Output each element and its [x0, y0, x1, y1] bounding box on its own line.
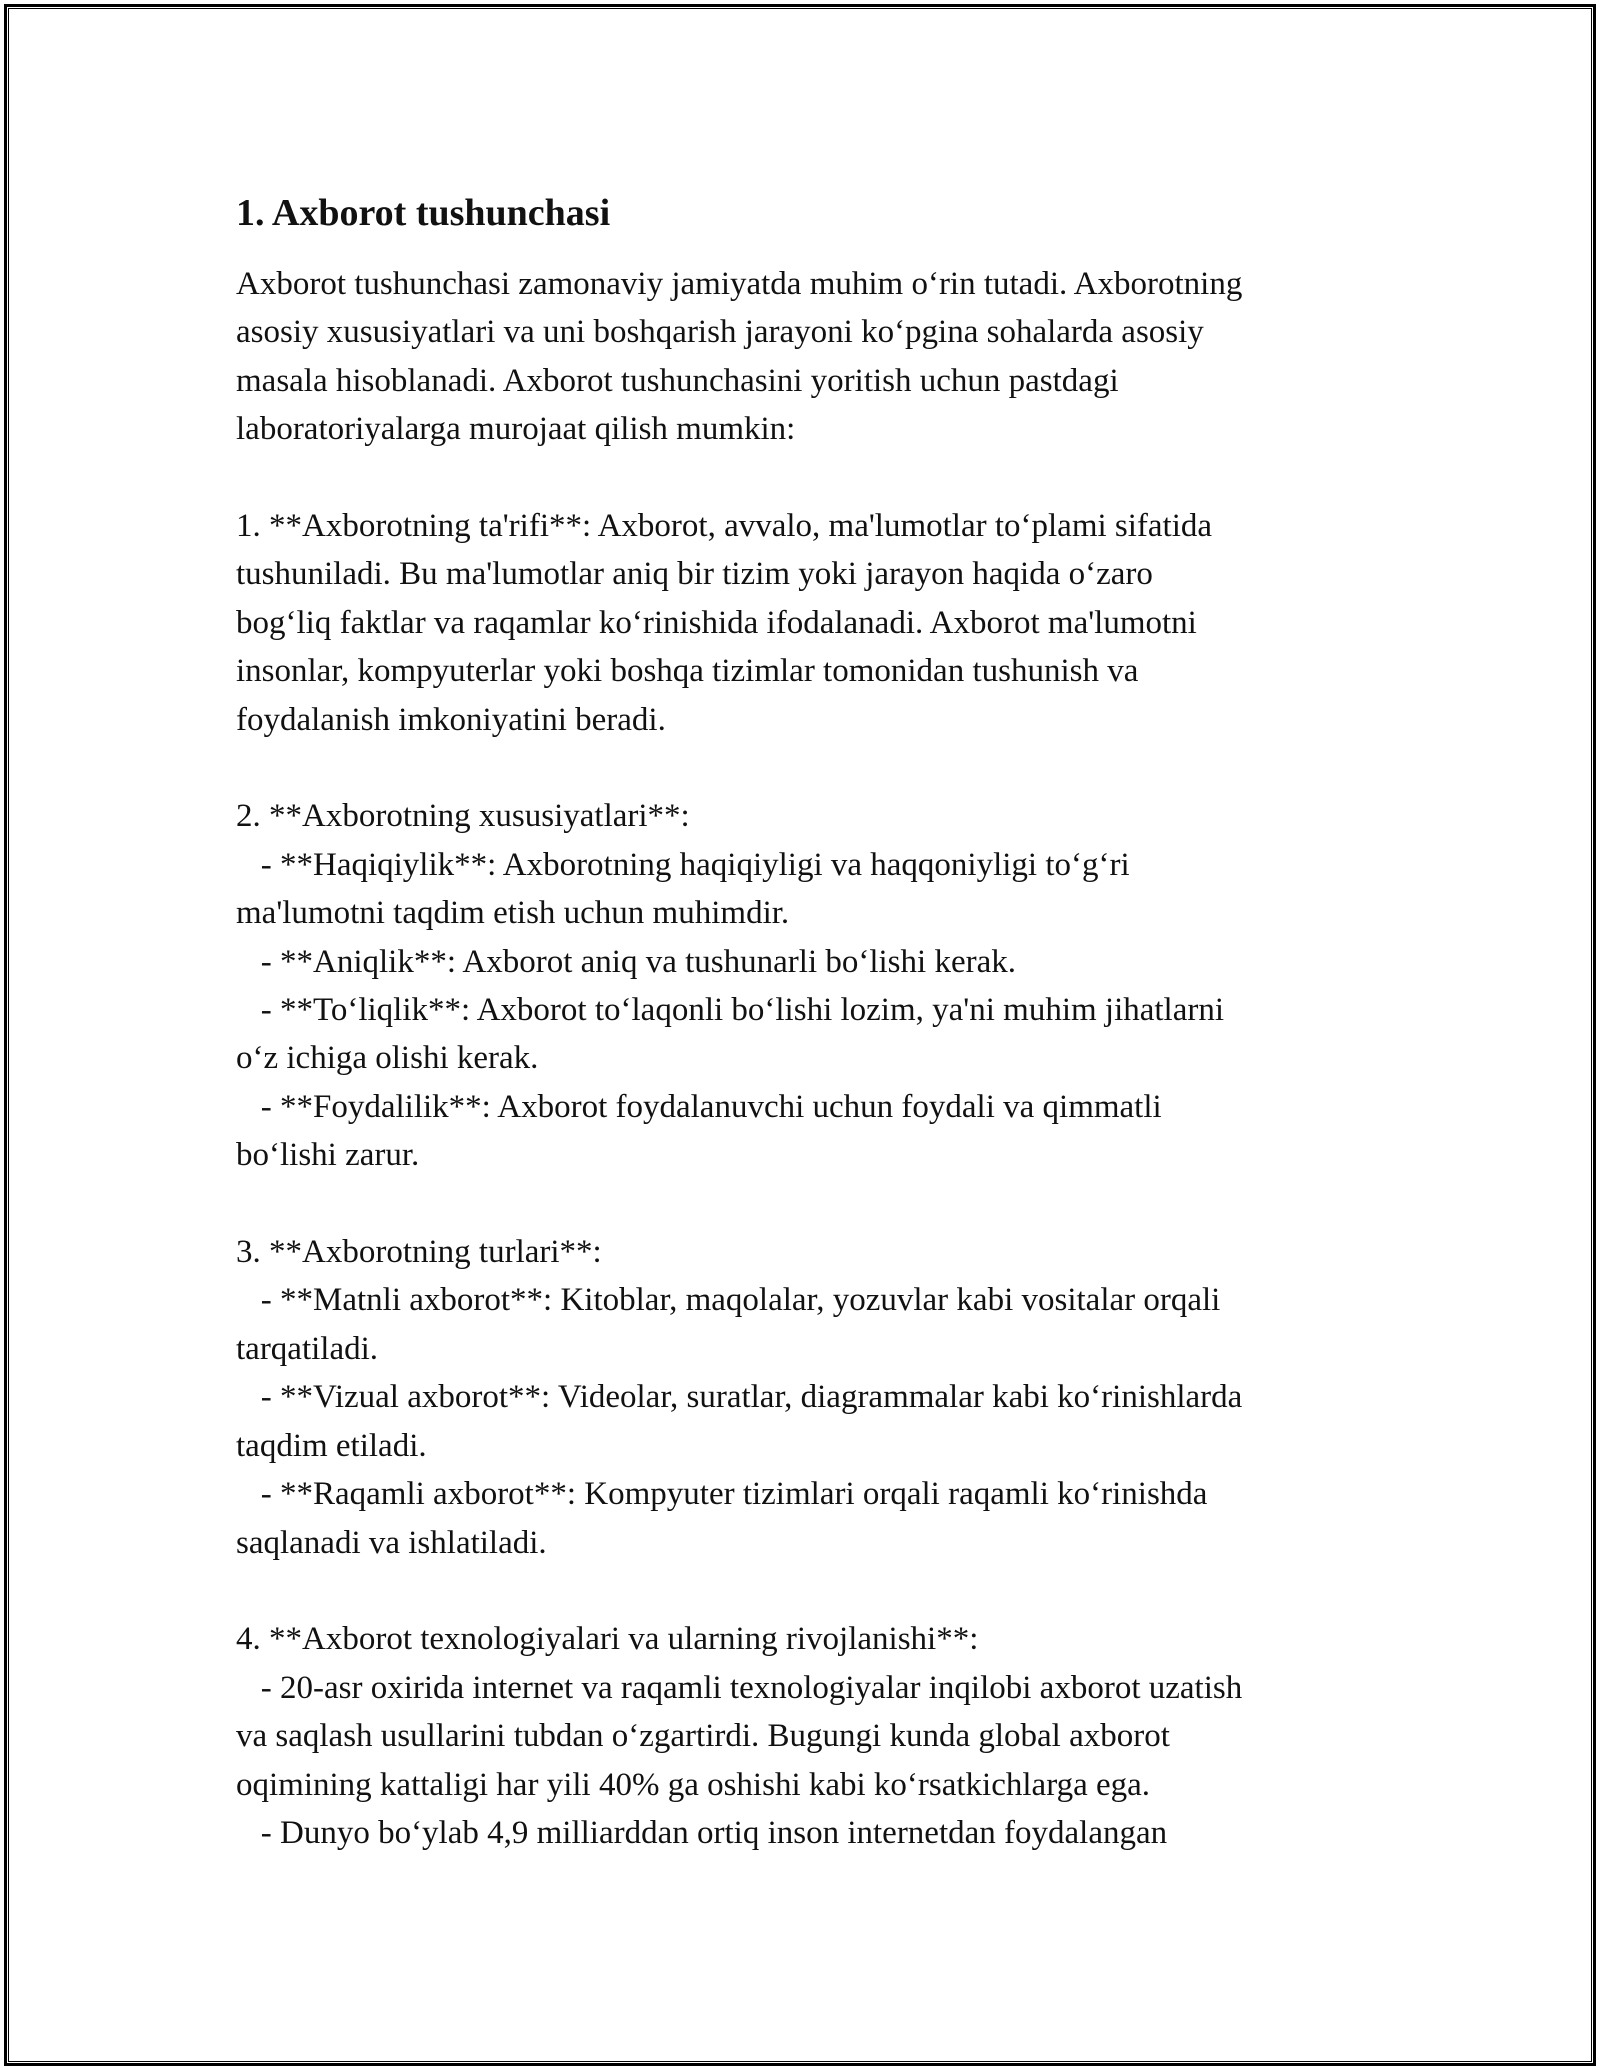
text-line: taqdim etiladi.	[236, 1427, 427, 1464]
text-line: - **Matnli axborot**: Kitoblar, maqolalar, yozuvlar kabi vositalar orqali	[236, 1282, 1221, 1319]
text-line: o‘z ichiga olishi kerak.	[236, 1040, 539, 1077]
text-line: insonlar, kompyuterlar yoki boshqa tizimlar tomonidan tushunish va	[236, 653, 1139, 690]
text-line: 4. **Axborot texnologiyalari va ularning rivojlanishi**:	[236, 1621, 979, 1658]
text-line: foydalanish imkoniyatini beradi.	[236, 701, 666, 738]
text-line: bog‘liq faktlar va raqamlar ko‘rinishida ifodalanadi. Axborot ma'lumotni	[236, 604, 1197, 641]
text-line: tarqatiladi.	[236, 1330, 379, 1367]
text-line: tushuniladi. Bu ma'lumotlar aniq bir tizim yoki jarayon haqida o‘zaro	[236, 556, 1153, 593]
text-line: laboratoriyalarga murojaat qilish mumkin:	[236, 411, 796, 448]
text-line: 3. **Axborotning turlari**:	[236, 1234, 602, 1271]
text-line: - **Vizual axborot**: Videolar, suratlar, diagrammalar kabi ko‘rinishlarda	[236, 1379, 1243, 1416]
text-line: - **Raqamli axborot**: Kompyuter tizimlari orqali raqamli ko‘rinishda	[236, 1476, 1208, 1513]
document-body	[236, 186, 1386, 1857]
text-line: 2. **Axborotning xususiyatlari**:	[236, 798, 690, 835]
document-text	[236, 260, 1386, 1857]
text-line: bo‘lishi zarur.	[236, 1137, 420, 1174]
text-line: saqlanadi va ishlatiladi.	[236, 1524, 547, 1561]
text-line	[236, 1180, 1386, 1228]
text-line: - **Foydalilik**: Axborot foydalanuvchi uchun foydali va qimmatli	[236, 1088, 1162, 1125]
section-title: 1. Axborot tushunchasi	[236, 192, 611, 234]
text-line: Axborot tushunchasi zamonaviy jamiyatda muhim o‘rin tutadi. Axborotning	[236, 266, 1243, 302]
text-line: oqimining kattaligi har yili 40% ga oshishi kabi ko‘rsatkichlarga ega.	[236, 1766, 1151, 1803]
text-line: - 20-asr oxirida internet va raqamli texnologiyalar inqilobi axborot uzatish	[236, 1669, 1243, 1706]
text-line: ma'lumotni taqdim etish uchun muhimdir.	[236, 895, 790, 932]
text-line: va saqlash usullarini tubdan o‘zgartirdi. Bugungi kunda global axborot	[236, 1718, 1170, 1755]
text-line: 1. **Axborotning ta'rifi**: Axborot, avvalo, ma'lumotlar to‘plami sifatida	[236, 508, 1213, 545]
text-line	[236, 454, 1386, 502]
text-line	[236, 744, 1386, 792]
text-line	[236, 1567, 1386, 1615]
text-line: asosiy xususiyatlari va uni boshqarish jarayoni ko‘pgina sohalarda asosiy	[236, 314, 1204, 351]
text-line: - **Haqiqiylik**: Axborotning haqiqiyligi va haqqoniyligi to‘g‘ri	[236, 846, 1130, 883]
text-line: - Dunyo bo‘ylab 4,9 milliarddan ortiq inson internetdan foydalangan	[236, 1814, 1168, 1851]
text-line: - **Aniqlik**: Axborot aniq va tushunarli bo‘lishi kerak.	[236, 943, 1016, 980]
text-line: masala hisoblanadi. Axborot tushunchasini yoritish uchun pastdagi	[236, 362, 1119, 399]
text-line: - **To‘liqlik**: Axborot to‘laqonli bo‘lishi lozim, ya'ni muhim jihatlarni	[236, 992, 1225, 1029]
